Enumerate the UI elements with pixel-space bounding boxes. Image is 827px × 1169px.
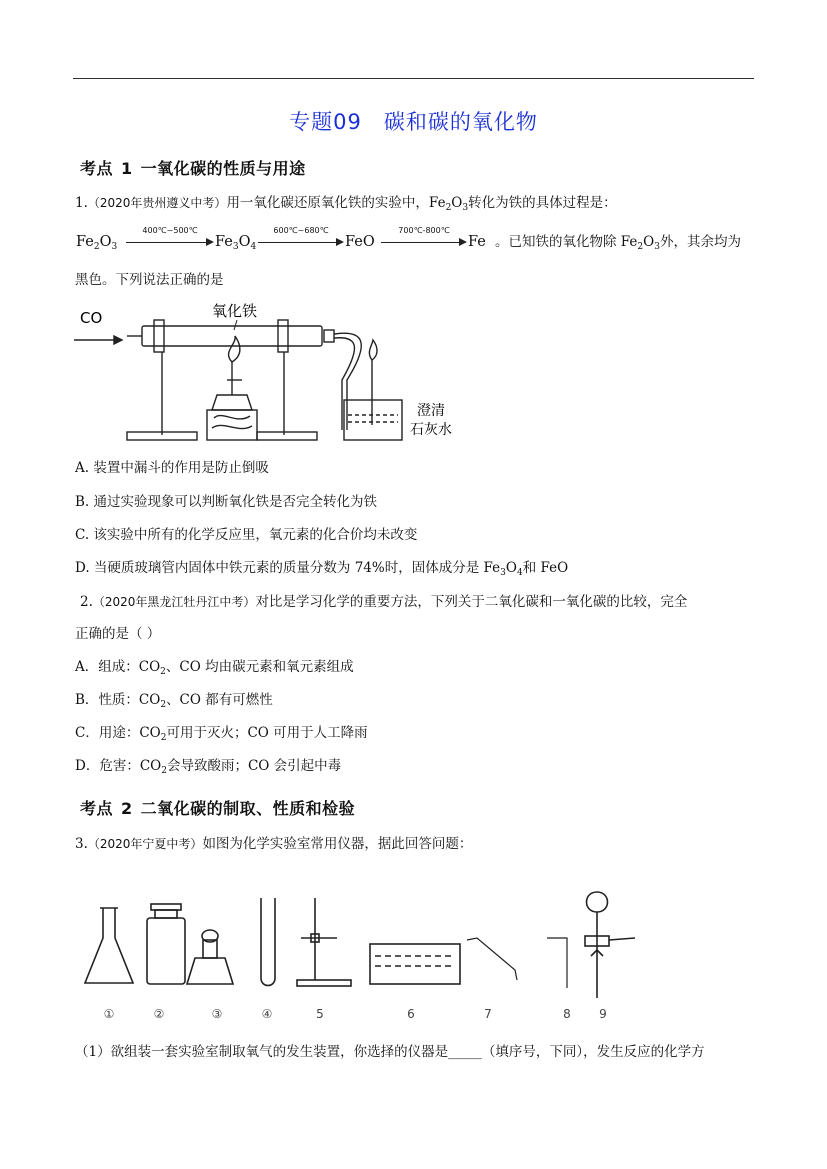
bent-glass-tube: [467, 938, 517, 980]
instrument-label-7: 7: [484, 1007, 492, 1021]
reagent-bottle: [147, 918, 185, 984]
title-topic: 专题09: [289, 110, 362, 134]
oxide-label: 氧化铁: [212, 302, 258, 320]
left-clamp: [154, 320, 164, 352]
q1-option-d[interactable]: D. 当硬质玻璃管内固体中铁元素的质量分数为 74%时，固体成分是 $Fe_3O_4$和 FeO: [75, 560, 569, 578]
limewater-label-2: 石灰水: [410, 422, 452, 438]
limewater-label-1: 澄清: [417, 403, 445, 419]
conical-flask: [85, 908, 133, 983]
right-clamp: [278, 320, 288, 352]
q2-option-c[interactable]: C．用途：$CO_2$可用于灭火；CO 可用于人工降雨: [75, 725, 368, 743]
alcohol-lamp: [212, 395, 252, 410]
right-stand-base: [257, 432, 317, 440]
page-title: [0, 106, 827, 136]
chain-species-4: Fe: [468, 234, 486, 250]
flame: [229, 336, 240, 362]
instrument-label-3: ③: [211, 1007, 223, 1021]
instrument-label-4: ④: [261, 1007, 273, 1021]
q1-option-a[interactable]: A. 装置中漏斗的作用是防止倒吸: [75, 460, 269, 476]
q2-option-a[interactable]: A．组成：$CO_2$、CO 均由碳元素和氧元素组成: [75, 659, 354, 677]
instrument-label-5: 5: [316, 1007, 324, 1021]
instrument-label-1: ①: [103, 1007, 115, 1021]
q1-stem-tail: 。已知铁的氧化物除 $Fe_2O_3$外，其余均为: [495, 234, 741, 252]
water-trough: [370, 944, 460, 984]
section-heading-1: 考点 1 一氧化碳的性质与用途: [80, 159, 306, 178]
q2-stem-line2: 正确的是（ ）: [75, 626, 161, 642]
header-rule: [73, 78, 754, 79]
q1-apparatus-figure: [72, 300, 472, 448]
q1-option-c[interactable]: C. 该实验中所有的化学反应里，氧元素的化合价均未改变: [75, 527, 418, 543]
alcohol-lamp-instrument: [187, 958, 233, 984]
wood-block: [207, 410, 257, 440]
q3-stem: 3.（2020年宁夏中考）如图为化学实验室常用仪器，据此回答问题：: [75, 836, 473, 852]
test-tube: [261, 898, 275, 986]
instrument-label-6: 6: [407, 1007, 415, 1021]
q2-option-d[interactable]: D．危害：$CO_2$会导致酸雨；CO 会引起中毒: [75, 758, 342, 776]
l-shaped-tube: [547, 938, 567, 988]
instrument-label-8: 8: [563, 1007, 571, 1021]
chain-species-1: $Fe_2O_3$: [76, 234, 118, 252]
q1-option-b[interactable]: B. 通过实验现象可以判断氧化铁是否完全转化为铁: [75, 494, 378, 510]
q3-instruments-figure: [75, 888, 675, 1028]
instrument-label-9: 9: [599, 1007, 607, 1021]
chain-species-3: FeO: [345, 234, 375, 250]
glass-tube: [142, 326, 322, 346]
beaker: [344, 400, 402, 440]
instrument-label-2: ②: [153, 1007, 165, 1021]
separatory-funnel: [587, 892, 608, 912]
q1-stem-line3: 黑色。下列说法正确的是: [75, 272, 224, 288]
chain-species-2: $Fe_3O_4$: [215, 234, 257, 252]
q2-option-b[interactable]: B．性质：$CO_2$、CO 都有可燃性: [75, 692, 273, 710]
section-heading-2: 考点 2 二氧化碳的制取、性质和检验: [80, 799, 356, 818]
q3-subquestion-1: （1）欲组装一套实验室制取氧气的发生装置，你选择的仪器是_____（填序号，下同），发生反应的化学方: [75, 1044, 705, 1060]
q1-stem: 1.（2020年贵州遵义中考）用一氧化碳还原氧化铁的实验中，$Fe_2O_3$转化为铁的具体过程是：: [75, 195, 617, 213]
title-main: 碳和碳的氧化物: [383, 110, 538, 134]
co-label: CO: [80, 309, 103, 327]
q2-stem: 2.（2020年黑龙江牡丹江中考）对比是学习化学的重要方法，下列关于二氧化碳和一氧化碳的比较，完全: [80, 594, 688, 610]
